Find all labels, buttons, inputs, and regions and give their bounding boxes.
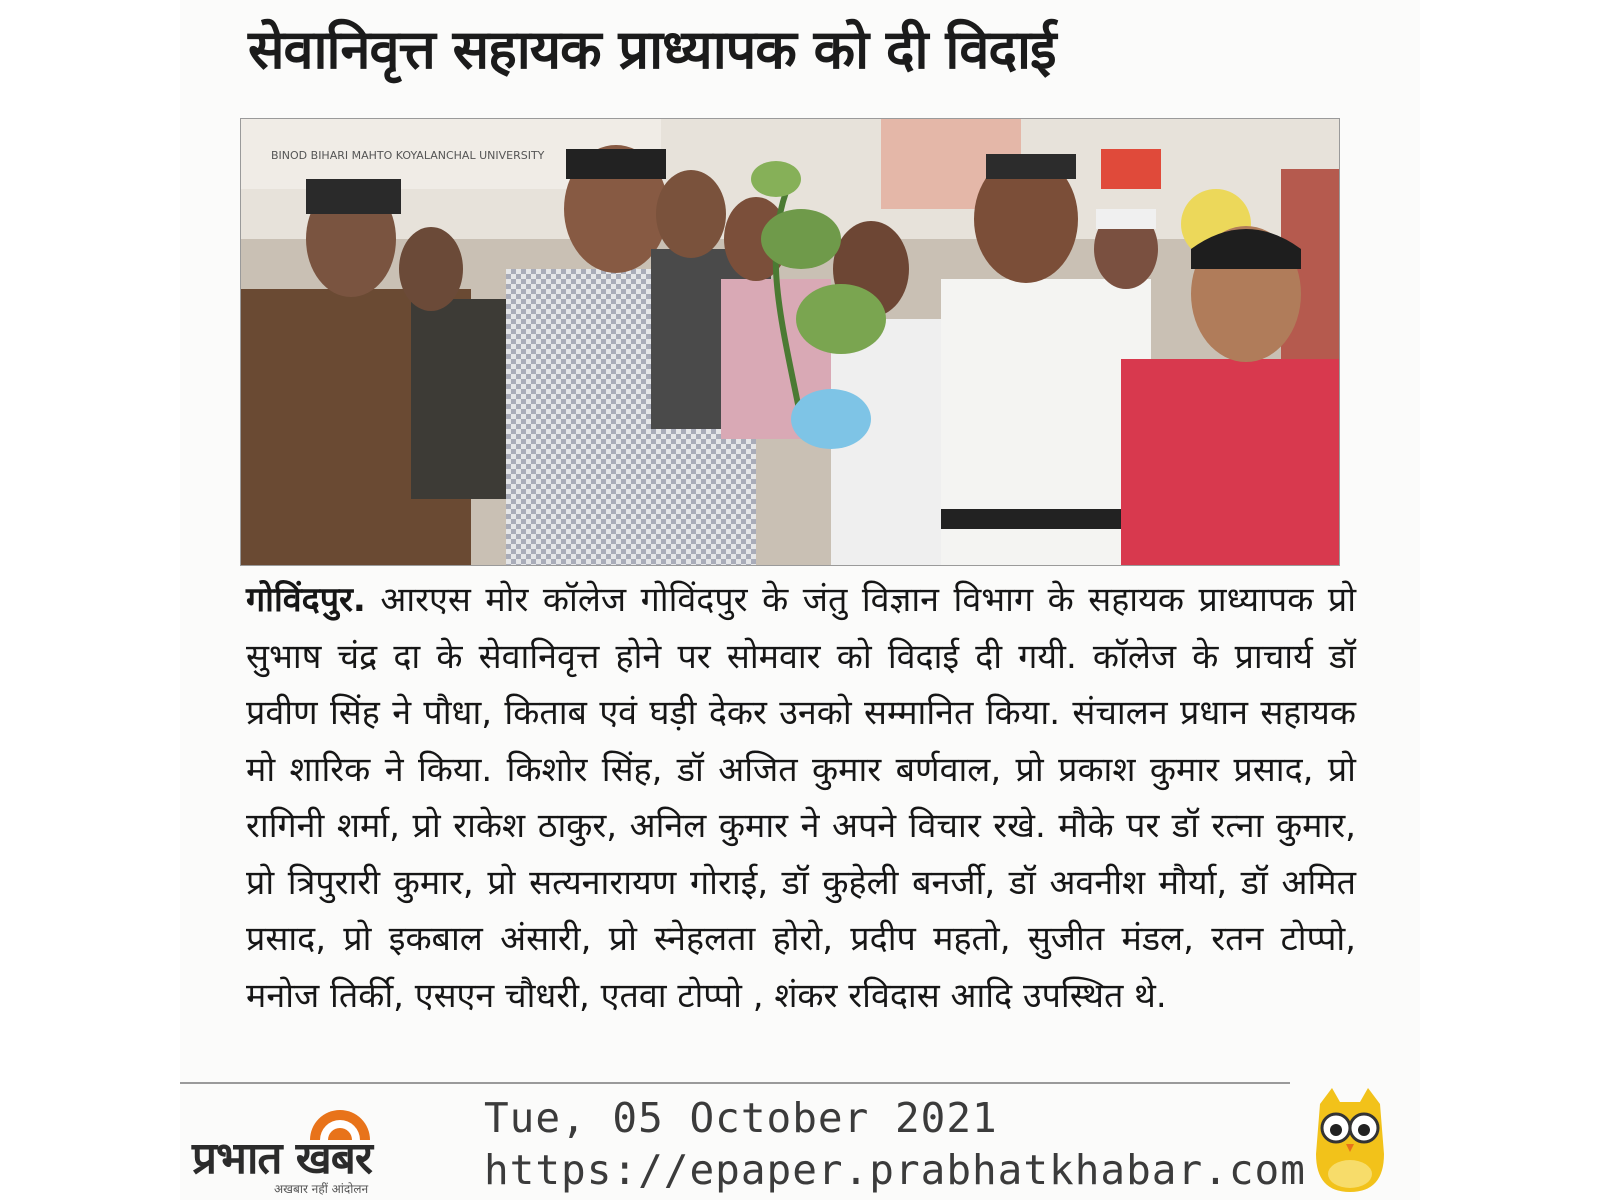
article-text: आरएस मोर कॉलेज गोविंदपुर के जंतु विज्ञान विभाग के सहायक प्राध्यापक प्रो सुभाष चंद्र दा के सेवानिवृत्त होने पर सोमवार को विदाई दी गयी. कॉलेज के प्राचार्य डॉ प्रवीण सिंह ने पौधा, किताब एवं घड़ी देकर उनको सम्मानित किया. संचालन प्रधान सहायक मो शारिक ने किया. किशोर सिंह, डॉ अजित कुमार बर्णवाल, प्रो प्रकाश कुमार प्रसाद, प्रो रागिनी शर्मा, प्रो राकेश ठाकुर, अनिल कुमार ने अपने विचार रखे. मौके पर डॉ रत्ना कुमार, प्रो त्रिपुरारी कुमार, प्रो सत्यनारायण गोराई, डॉ कुहेली बनर्जी, डॉ अवनीश मौर्या, डॉ अमित प्रसाद, प्रो इकबाल अंसारी, प्रो स्नेहलता होरो, प्रदीप महतो, सुजीत मंडल, रतन टोप्पो, मनोज तिर्की, एसएन चौधरी, एतवा टोप्पो , शंकर रविदास आदि उपस्थित थे. bbox=[246, 580, 1357, 1016]
owl-icon bbox=[1310, 1084, 1390, 1196]
banner-text: BINOD BIHARI MAHTO KOYALANCHAL UNIVERSITY bbox=[271, 149, 545, 162]
edition-stamp bbox=[484, 1092, 1306, 1196]
headline: सेवानिवृत्त सहायक प्राध्यापक को दी विदाई bbox=[248, 18, 1056, 81]
dateline: गोविंदपुर. bbox=[246, 580, 366, 620]
epaper-url: https://epaper.prabhatkhabar.com bbox=[484, 1146, 1306, 1194]
logo-tagline: अखबार नहीं आंदोलन bbox=[274, 1182, 369, 1196]
news-photo bbox=[240, 118, 1340, 566]
edition-date: Tue, 05 October 2021 bbox=[484, 1094, 998, 1142]
article-body bbox=[246, 572, 1356, 1024]
footer-divider bbox=[180, 1082, 1290, 1084]
logo-text: प्रभात खबर bbox=[192, 1133, 372, 1184]
prabhat-khabar-logo bbox=[192, 1100, 472, 1196]
